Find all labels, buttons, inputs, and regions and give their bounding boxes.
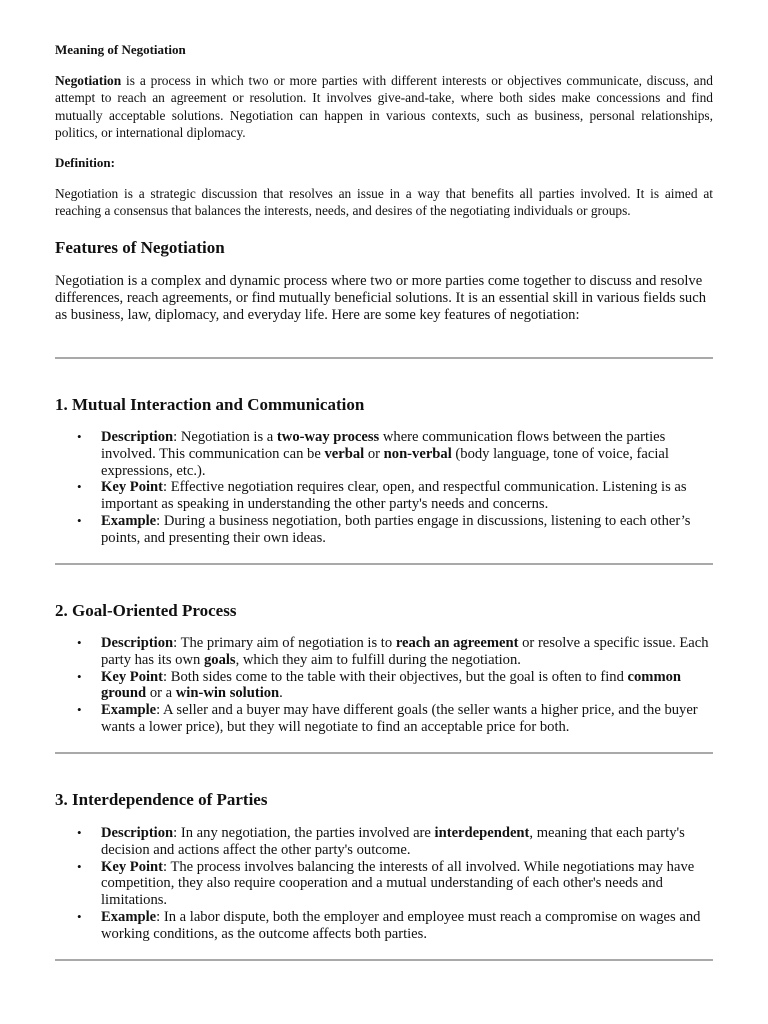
divider [55,959,713,961]
list-item [101,513,713,547]
item-text: or [364,445,384,462]
section-list-1 [55,429,713,547]
bold-text: verbal [324,445,365,462]
divider [55,752,713,754]
list-item [101,669,713,703]
bold-text: reach an agreement [395,635,519,651]
definition-heading: Definition: [55,155,115,170]
item-text: : The primary aim of negotiation is to [173,635,396,651]
divider [55,357,713,359]
item-text: : During a business negotiation, both parties engage in discussions, listening to each other’s points, and presenting their own ideas. [101,512,691,546]
item-text: (body language, tone of voice, facial expressions, etc.). [101,445,669,479]
item-text: where communication flows between the parties involved. This communication can be [101,429,666,462]
divider [55,563,713,565]
bold-text: Description [101,635,174,651]
bold-text: Key Point [101,668,164,685]
item-text: , which they aim to fulfill during the negotiation. [235,651,521,668]
section-list-3 [55,825,713,943]
features-heading: Features of Negotiation [55,238,225,257]
bold-text: Example [101,702,157,719]
item-text: : In a labor dispute, both the employer and employee must reach a compromise on wages and working conditions, as the outcome affects both parties. [101,908,701,942]
section-title-1: 1. Mutual Interaction and Communication [55,395,365,414]
bold-text: Description [101,825,174,841]
item-text: : Effective negotiation requires clear, open, and respectful communication. Listening is as important as speaking in understanding the other party's needs and concerns. [101,479,687,513]
bold-text: Example [101,512,157,529]
list-item [101,635,713,669]
bold-text: non-verbal [383,445,452,462]
definition-paragraph: Negotiation is a strategic discussion that resolves an issue in a way that benefits all parties involved. It is aimed at reaching a consensus that balances the interests, needs, and desires of the negotiating individuals or groups. [55,186,713,219]
bold-text: two-way process [276,429,380,445]
meaning-heading: Meaning of Negotiation [55,42,186,57]
meaning-text: is a process in which two or more parties with different interests or objectives communicate, discuss, and attempt to reach an agreement or resolution. It involves give-and-take, where both sides make concessions and find mutually acceptable solutions. Negotiation can happen in various contexts, such as business, personal relationships, politics, or international diplomacy. [55,73,713,140]
item-text: or a [146,685,176,702]
list-item [101,429,713,479]
item-text: : Both sides come to the table with their objectives, but the goal is often to find [163,668,628,685]
list-item [101,479,713,513]
item-text: or resolve a specific issue. Each party has its own [101,635,709,668]
features-intro: Negotiation is a complex and dynamic process where two or more parties come together to discuss and resolve differences, reach agreements, or find mutually beneficial solutions. It is an essential skill in various fields such as business, law, diplomacy, and everyday life. Here are some key features of negotiation: [55,273,706,323]
bold-text: common ground [101,668,682,702]
list-item [101,825,713,859]
list-item [101,702,713,736]
bold-text: goals [203,651,236,668]
list-item [101,909,713,943]
item-text: : The process involves balancing the interests of all involved. While negotiations may have competition, they also require cooperation and a mutual understanding of each other's needs and limitations. [101,858,695,909]
item-text: . [279,685,283,702]
list-item [101,859,713,909]
item-text: : In any negotiation, the parties involved are [173,825,435,841]
meaning-term: Negotiation [55,73,122,88]
bold-text: Key Point [101,858,164,875]
bold-text: interdependent [434,825,530,841]
section-title-2: 2. Goal-Oriented Process [55,601,237,620]
bold-text: Description [101,429,174,445]
bold-text: win-win solution [175,685,280,702]
bold-text: Key Point [101,479,164,496]
section-list-2 [55,635,713,736]
item-text: , meaning that each party's decision and actions affect the other party's outcome. [101,825,685,858]
section-title-3: 3. Interdependence of Parties [55,790,268,809]
bold-text: Example [101,908,157,925]
meaning-paragraph [55,72,713,141]
item-text: : Negotiation is a [173,429,277,445]
item-text: : A seller and a buyer may have different goals (the seller wants a higher price, and the buyer wants a lower price), but they will negotiate to find an acceptable price for both. [101,702,698,735]
